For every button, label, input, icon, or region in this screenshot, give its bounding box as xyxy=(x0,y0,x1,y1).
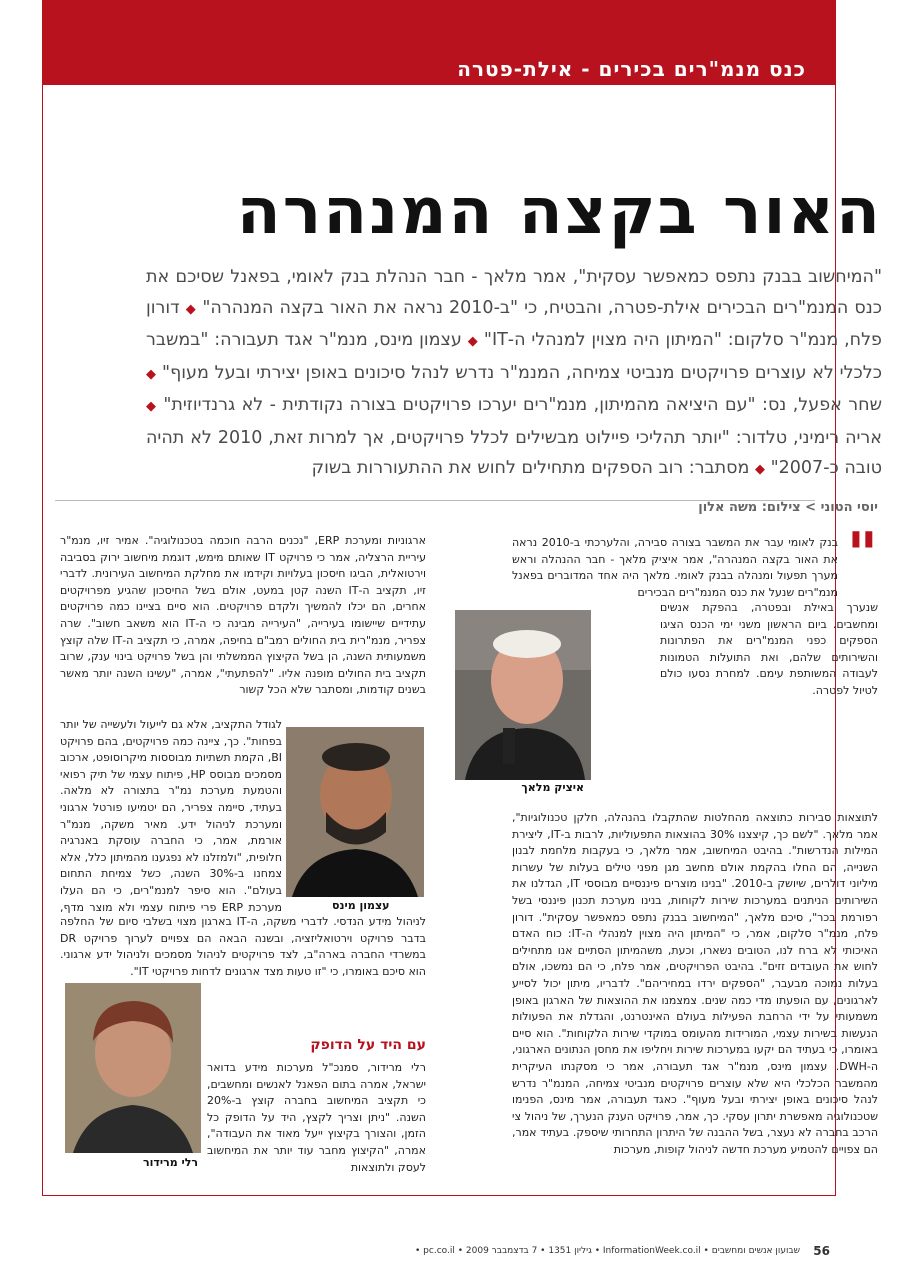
diamond-icon: ◆ xyxy=(467,334,479,349)
diamond-icon: ◆ xyxy=(185,301,197,317)
footer-info: שבועון אנשים ומחשבים • InformationWeek.co.il • גיליון 1351 • 7 בדצמבבר 2009 • pc.co.il • xyxy=(415,1246,800,1256)
body-text: בנק לאומי עבר את המשבר בצורה סבירה, והלערכתי ב-2010 נראה את האור בקצה המנהרה", אמר איציק מלאך - חבר ההנהלה וראש מערך תפעול ומנהלה בבנק לאומי. מלאך היה אחד המדוברים בפאנל מנמ"רים שנעל את כנס המנמ"רים הבכירים xyxy=(512,536,838,599)
photo-caption: רלי מרידור xyxy=(143,1156,199,1169)
byline: יוסי הטוני > צילום: משה אלון xyxy=(698,500,878,515)
body-text: לניהול מידע הנדסי. לדברי משקה, ה-IT בארגון מצוי בשלבי סיום של החלפה בדבר פרויקט וירטואליזציה, ובשנה הבאה הם צפויים לערוך פרויקט DR במשרדי החברה בארה"ב, לצד פרויקטים לניהול מסמכים ולניהול ידע ארגוני. הוא סיכם באומרו, כי "זו טעות מצד ארגונים לדחות פרויקטי IT". xyxy=(60,915,426,978)
lead-part: אריה רימיני, טלדור: "יותר תהליכי פיילוט מבשילים לכלל פרויקטים, אך למרות זאת, 2010 לא תהיה טובה כ-2007" xyxy=(146,427,882,478)
body-text: שנערך באילת ובפטרה, בהפקת אנשים ומחשבים. ביום הראשון משני ימי הכנס הציגו הספקים כפני המנמ"רים את הפתרונות והשירותים שלהם, ואת התועלות הטמונות לעבודה המשותפת עימם. למחרת נסעו כולם לטיול לפטרה. xyxy=(660,601,878,697)
body-text: לגודל התקציב, אלא גם לייעול ולעשייה של יותר בפחות". כך, ציינה כמה פרויקטים, בהם פרויקט BI, הקמת תשתיות מבוססות מיקרוסופט, ארכוב מסמכים מבוסס HP, פיתוח עצמי של תיק רפואי והטמעת מערכת נמ"ר בתצורה לא מלאה. בעתיד, סיימה צפריר, הם יטמיעו פורטל ארגוני ומערכת לניהול ידע. מאיר משקה, מנמ"ר אורמת, אמר, כי החברה עוסקת באנרגיה חלופית, "ולמזלנו לא נפגענו מהמיתון כלל, אלא צמחנו ב-30% השנה, כשל צמיחת התחום בעולם". הוא סיפר למנמ"רים, כי הם העלו מערכת ERP פרי פיתוח עצמי ולא מוצר מדף, xyxy=(60,718,282,913)
section-title: כנס מנמ"רים בכירים - אילת-פטרה xyxy=(457,57,806,81)
body-text: לתוצאות סבירות כתוצאה מהחלטות שהתקבלו בהנהלה, חלקן טכנולוגיות", אמר מלאך. "לשם כך, קיצצנו 30% בהוצאות התפעוליות, לרבות ב-IT, ליצירת המילות הנדרשות". בהיבט המיחשוב, אמר מלאך, כי בעקבות מלחמת לבנון השנייה, הם החלו בהקמת אולם מחשב מגן מפני טילים בעלות של עשרות מיליוני דולרים, שיושק ב-2010. "בנינו מוצרים פיננסיים מבוססי IT, הגדלנו את השירותים הניתנים במערכות שירות לקוחות, בנינו מערכת תכנון פיננסי בשל רפורמת בכר", סיכם מלאך, "המיחשוב בבנק נתפס כמאפשר עסקית". דורון פלח, מנמ"ר סלקום, אמר, כי "המיתון היה מצוין למנהלי ה-IT: כוח האדם האיכותי לא ברח לנו, הטובים נשארו, וכעת, משהמיתון הסתיים אנו מתחילים לחוש את העובדים זזים". בהיבט הפרויקטים, אמר פלח, כי הם נמשכו, אולם בעלות נמוכה מבעבר, "הספקים ירדו במחיריהם". לדבריו, מיתון יכול לסייע לארגונים, עם הופעתו מדי כמה שנים. צמצמנו את ההוצאות של הארגון באופן משמעותי על ידי הרחבת הפעילות בעולם האינטרנט, והגדלת את הפעולות הנעשות בשירות עצמי, המורידות מהעומס במוקדי שירות הלקוחות". הוא סיים באומרו, כי בעתיד הם יקעו במערכות שירות ויחליפו את מחסן הנתונים הארגוני, ה-DWH. עצמון מינס, מנמ"ר אגד תעבורה, אמר כי מסקנתו העיקרית מהמשבר הכלכלי היא שלא עוצרים פרויקטים מנביטי צמיחה, המנמ"ר נדרש לנהל סיכונים באופן יצירתי ובעל מעוף". כאגד תעבורה, אמר מינס, הפנימו שטכנולוגיה מאפשרת יתרון עסקי. כך, אמר, פרויקט הענק הנערך, של ניהול צי הרכב בחברה לא נעצר, בשל ההבנה של היתרון התחרותי שיספק. בעתיד אמר, הם צפויים להטמיע מערכת חדשה לניהול קופות, מערכות xyxy=(512,811,878,1156)
portrait-photo-mines xyxy=(286,727,424,897)
diamond-icon: ◆ xyxy=(146,366,157,382)
lead-part: מסתבר: רוב הספקים מתחילים לחוש את ההתעוררות בשוק xyxy=(311,458,750,478)
lead-part: שחר אפעל, נס: "עם היציאה מהמיתון, מנמ"רים יערכו פרויקטים בצורה נקודתית - לא גרנדיוזית" xyxy=(163,395,882,415)
article-title: האור בקצה המנהרה xyxy=(236,175,882,249)
header-banner xyxy=(42,0,836,85)
diamond-icon: ◆ xyxy=(146,399,157,414)
article-lead xyxy=(146,262,882,486)
portrait-photo-meridor xyxy=(65,983,201,1153)
portrait-image xyxy=(455,610,591,780)
lead-part: עצמון מינס, מנמ"ר אגד תעבורה: "במשבר כלכלי לא עוצרים פרויקטים מנביטי צמיחה, המנמ"ר נדרש לנהל סיכונים באופן יצירתי ובעל מעוף" xyxy=(146,330,882,383)
portrait-photo-malach xyxy=(455,610,591,780)
photo-caption: איציק מלאך xyxy=(521,781,584,794)
page-number: 56 xyxy=(813,1244,830,1258)
lead-part: דורון פלח, מנמ"ר סלקום: "המיתון היה מצוין למנהלי ה-IT" xyxy=(146,297,882,350)
portrait-image xyxy=(65,983,201,1153)
lead-part: "המיחשוב בבנק נתפס כמאפשר עסקית", אמר מלאך - חבר הנהלת בנק לאומי, בפאנל שסיכם את כנס המנמ"רים הבכירים אילת-פטרה, והבטיח, כי "ב-2010 נראה את האור בקצה המנהרה" xyxy=(146,267,882,318)
portrait-image xyxy=(286,727,424,897)
body-text: ארגוניות ומערכת ERP, "נכנים הרבה חוכמה בטכנולוגיה". אמיר זיו, מנמ"ר עיריית הרצליה, אמר כי פרויקט IT שאותם מימש, דוגמת מיחשוב ירוק בסביבה וירטואלית, הביגו חיסכון בעלויות וקידמו את מחלקת המיחשוב העירונית. לדברי זיו, תקציב ה-IT השנה קטן במעט, אולם בשל החיסכון שהגיע מפרויקטים אחרים, הם יכלו להמשיך ולקדם פרויקטים. הוא סיים בציינו כמה פרויקטים עתידיים שיישומו בעירייה, "העירייה מבינה כי ה-IT הוא משאב חשוב". שרה צפריר, מנמ"רית בית החולים רמב"ם בחיפה, אמרה, כי תקציב ה-IT שלה קוצץ משמעותית השנה, הן בשל הקיצוץ הממשלתי והן בשל פרויקט בינוי ענק, שרוב תקציב בית החולים מופנה אליו. "להפתעתי", אמרה, "עשינו השנה יותר מאשר בשנים קודמות, ומסתבר שלא הכל קשור xyxy=(60,534,426,697)
body-text: רלי מרידור, סמנכ"ל מערכות מידע בדואר ישראל, אמרה בתום הפאנל לאנשים ומחשבים, כי תקציב המיחשוב בחברה קוצץ ב-20% השנה. "ניתן וצריך לקצץ, היד על הדופק כל הזמן, והצורך בקיצוץ ייעל מאוד את העבודה", אמרה, "הקיצוץ מחבר עוד יותר את המיחשוב לעסק ולתוצאות xyxy=(207,1061,426,1172)
photo-caption: עצמון מינס xyxy=(332,899,390,912)
diamond-icon: ◆ xyxy=(755,462,765,477)
quote-mark-icon: " xyxy=(846,520,878,590)
sub-heading: עם היד על הדופק xyxy=(310,1037,426,1053)
